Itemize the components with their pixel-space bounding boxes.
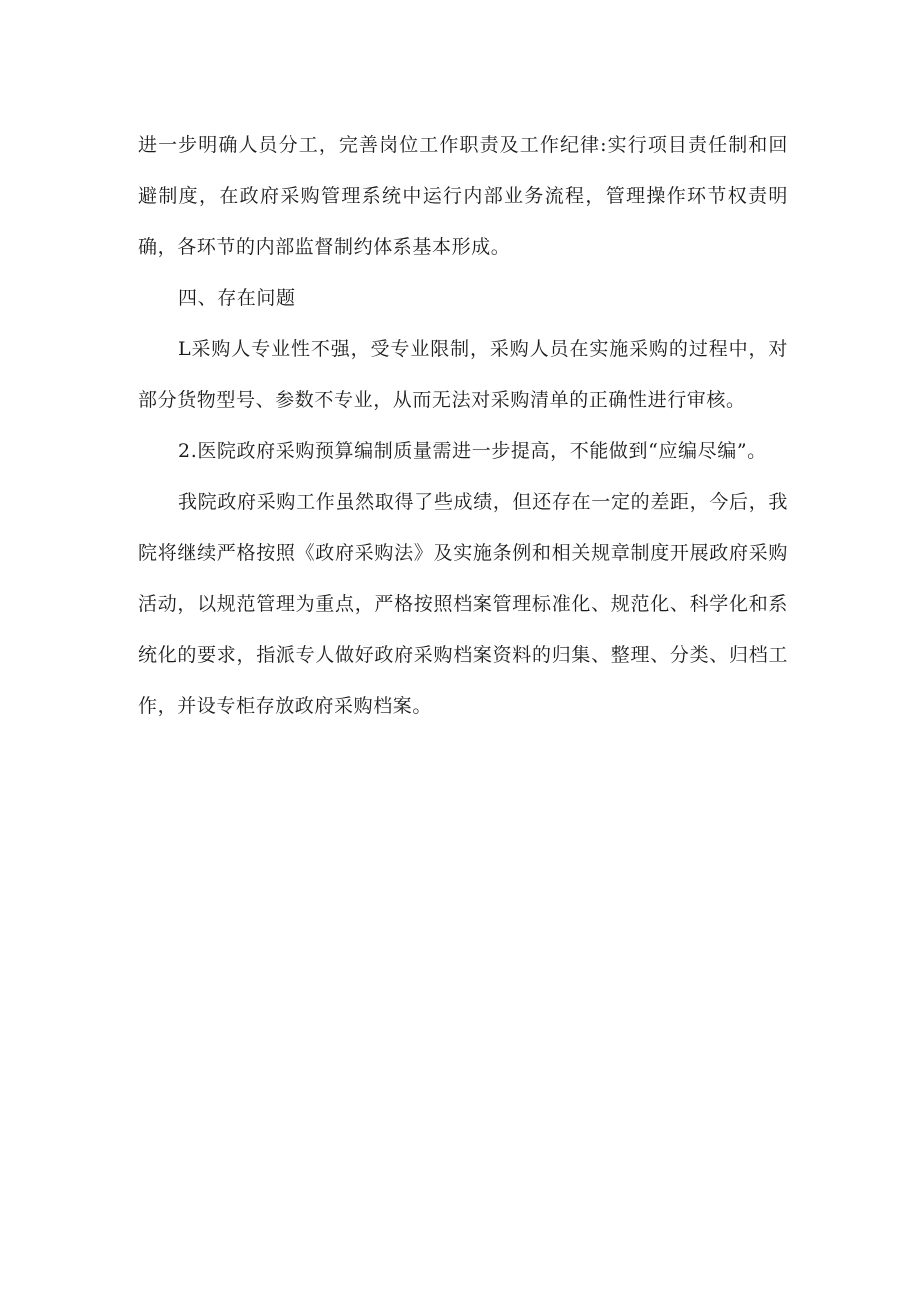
paragraph-future-plan: 我院政府采购工作虽然取得了些成绩，但还存在一定的差距，今后，我院将继续严格按照《政府采购法》及实施条例和相关规章制度开展政府采购活动，以规范管理为重点，严格按照档案管理标准化、规范化、科学化和系统化的要求，指派专人做好政府采购档案资料的归集、整理、分类、归档工作，并设专柜存放政府采购档案。 <box>138 491 788 717</box>
document-body <box>138 120 788 732</box>
paragraph-responsibility: 进一步明确人员分工，完善岗位工作职责及工作纪律:实行项目责任制和回避制度，在政府采购管理系统中运行内部业务流程，管理操作环节权责明确，各环节的内部监督制约体系基本形成。 <box>138 134 788 258</box>
paragraph-problem-1: L采购人专业性不强，受专业限制，采购人员在实施采购的过程中，对部分货物型号、参数不专业，从而无法对采购清单的正确性进行审核。 <box>138 338 788 411</box>
section-heading-problems: 四、存在问题 <box>178 287 296 309</box>
paragraph-problem-2: 2.医院政府采购预算编制质量需进一步提高，不能做到“应编尽编”。 <box>178 440 767 462</box>
